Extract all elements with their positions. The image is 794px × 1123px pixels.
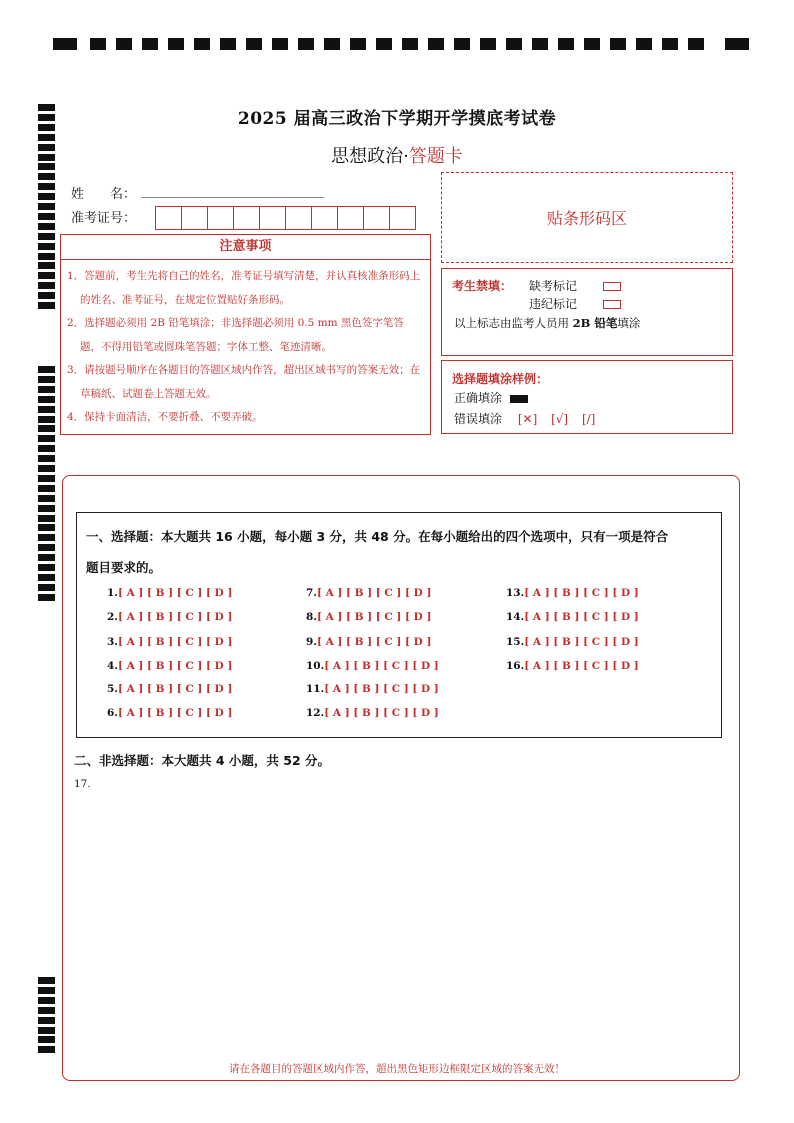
question-choices[interactable]: [ A ] [ B ] [ C ] [ D ] [117, 707, 233, 719]
subtitle-card: 答题卡 [408, 146, 463, 167]
side-timing-mark [38, 1036, 55, 1043]
question-choices[interactable]: [ A ] [ B ] [ C ] [ D ] [324, 707, 439, 719]
question-17-label: 17. [74, 778, 91, 790]
side-timing-mark [38, 366, 55, 373]
side-timing-mark [38, 1017, 55, 1024]
question-row[interactable] [306, 636, 431, 648]
question-number: 5. [107, 683, 118, 695]
side-timing-mark [38, 302, 55, 309]
side-timing-mark [38, 173, 55, 180]
section1-title-line1: 一、选择题：本大题共 16 小题，每小题 3 分，共 48 分。在每小题给出的四个选项中，只有一项是符合 [86, 529, 669, 544]
question-choices[interactable]: [ A ] [ B ] [ C ] [ D ] [324, 660, 439, 672]
id-digit-box[interactable] [311, 206, 338, 230]
wrong-fill-label: 错误填涂 [454, 412, 503, 426]
question-row[interactable] [306, 660, 439, 672]
wrong-mark-slash: [/] [581, 412, 596, 426]
side-timing-mark [38, 495, 55, 502]
name-field[interactable] [141, 197, 324, 198]
side-timing-mark [38, 193, 55, 200]
side-timing-mark [38, 425, 55, 432]
side-timing-mark [38, 465, 55, 472]
side-timing-mark [38, 997, 55, 1004]
question-row[interactable] [306, 707, 439, 719]
question-choices[interactable]: [ A ] [ B ] [ C ] [ D ] [524, 660, 639, 672]
side-timing-mark [38, 233, 55, 240]
side-timing-mark [38, 544, 55, 551]
question-17-answer-area[interactable] [74, 795, 728, 1050]
id-digit-box[interactable] [285, 206, 312, 230]
question-choices[interactable]: [ A ] [ B ] [ C ] [ D ] [117, 683, 233, 695]
side-timing-mark [38, 445, 55, 452]
absent-mark-label: 缺考标记 [529, 279, 578, 293]
barcode-area [441, 172, 733, 263]
id-digit-box[interactable] [363, 206, 390, 230]
exam-status-box [441, 268, 733, 356]
question-row[interactable] [107, 707, 232, 719]
subtitle-subject: 思想政治· [331, 146, 409, 167]
question-number: 1. [107, 587, 118, 599]
wrong-fill-row [454, 410, 595, 427]
question-number: 7. [306, 587, 317, 599]
side-timing-mark [38, 213, 55, 220]
notice-item: 1．答题前，考生先将自己的姓名，准考证号填写清楚，并认真核准条形码上的姓名、准考证号，在规定位置贴好条形码。 [67, 270, 421, 306]
question-number: 13. [506, 587, 525, 599]
side-timing-mark [38, 1046, 55, 1053]
wrong-mark-check: [√] [551, 412, 569, 426]
side-timing-mark [38, 272, 55, 279]
side-timing-mark [38, 262, 55, 269]
question-number: 8. [306, 611, 317, 623]
fill-sample-title: 选择题填涂样例： [452, 372, 549, 386]
side-timing-mark [38, 435, 55, 442]
side-timing-mark [38, 594, 55, 601]
side-timing-mark [38, 485, 55, 492]
question-number: 6. [107, 707, 118, 719]
question-row[interactable] [506, 636, 639, 648]
side-timing-mark [38, 455, 55, 462]
question-choices[interactable]: [ A ] [ B ] [ C ] [ D ] [316, 636, 432, 648]
footer-warning: 请在各题目的答题区域内作答，超出黑色矩形边框限定区域的答案无效！ [229, 1063, 565, 1075]
question-number: 12. [306, 707, 325, 719]
side-timing-mark [38, 134, 55, 141]
exam-status-label: 考生禁填： [452, 279, 513, 293]
side-timing-mark [38, 1027, 55, 1034]
side-timing-mark [38, 574, 55, 581]
side-timing-mark [38, 524, 55, 531]
question-choices[interactable]: [ A ] [ B ] [ C ] [ D ] [524, 636, 639, 648]
notice-item: 4．保持卡面清洁，不要折叠、不要弄破。 [67, 411, 263, 423]
question-number: 16. [506, 660, 525, 672]
side-timing-mark [38, 505, 55, 512]
barcode-label: 贴条形码区 [546, 209, 627, 228]
id-digit-box[interactable] [389, 206, 416, 230]
question-row[interactable] [306, 683, 439, 695]
top-timing-marks [53, 38, 749, 52]
question-number: 14. [506, 611, 525, 623]
question-number: 11. [306, 683, 325, 695]
question-choices[interactable]: [ A ] [ B ] [ C ] [ D ] [316, 587, 432, 599]
id-digit-box[interactable] [155, 206, 182, 230]
side-timing-mark [38, 406, 55, 413]
page-subtitle [0, 142, 794, 168]
question-number: 4. [107, 660, 118, 672]
question-row[interactable] [107, 660, 232, 672]
page-title: 2025 届高三政治下学期开学摸底考试卷 [237, 109, 557, 129]
question-choices[interactable]: [ A ] [ B ] [ C ] [ D ] [117, 587, 233, 599]
question-row[interactable] [506, 611, 639, 623]
filled-sample-mark [510, 395, 528, 403]
correct-fill-label: 正确填涂 [454, 391, 503, 405]
id-digit-box[interactable] [207, 206, 234, 230]
section2-title: 二、非选择题：本大题共 4 小题，共 52 分。 [74, 753, 331, 768]
side-timing-mark [38, 243, 55, 250]
notice-title: 注意事项 [61, 235, 430, 260]
side-timing-mark [38, 564, 55, 571]
violation-mark-row [529, 295, 621, 312]
question-number: 3. [107, 636, 118, 648]
side-timing-mark [38, 987, 55, 994]
fill-sample-box [441, 360, 733, 434]
multiple-choice-box [76, 512, 722, 738]
id-digit-box[interactable] [337, 206, 364, 230]
question-row[interactable] [107, 636, 232, 648]
side-timing-mark [38, 203, 55, 210]
violation-mark-box[interactable] [603, 300, 621, 309]
question-number: 2. [107, 611, 118, 623]
question-number: 10. [306, 660, 325, 672]
id-digit-boxes[interactable] [155, 206, 415, 230]
question-choices[interactable]: [ A ] [ B ] [ C ] [ D ] [316, 611, 432, 623]
question-choices[interactable]: [ A ] [ B ] [ C ] [ D ] [117, 611, 233, 623]
note-suffix: 填涂 [617, 316, 641, 330]
side-timing-mark [38, 223, 55, 230]
question-choices[interactable]: [ A ] [ B ] [ C ] [ D ] [524, 587, 639, 599]
side-timing-mark [38, 253, 55, 260]
id-digit-box[interactable] [181, 206, 208, 230]
id-digit-box[interactable] [259, 206, 286, 230]
violation-mark-label: 违纪标记 [529, 297, 578, 311]
notice-box [60, 234, 431, 435]
question-choices[interactable]: [ A ] [ B ] [ C ] [ D ] [524, 611, 639, 623]
note-bold: 2B 铅笔 [572, 316, 618, 330]
side-timing-mark [38, 396, 55, 403]
side-timing-mark [38, 376, 55, 383]
id-label: 准考证号： [71, 211, 137, 226]
absent-mark-box[interactable] [603, 282, 621, 291]
question-row[interactable] [107, 587, 232, 599]
notice-item: 3．请按题号顺序在各题目的答题区域内作答，超出区域书写的答案无效；在草稿纸、试题卷上答题无效。 [67, 364, 421, 400]
side-timing-mark [38, 534, 55, 541]
notice-item: 2．选择题必须用 2B 铅笔填涂；非选择题必须用 0.5 mm 黑色签字笔答题，不得用铅笔或圆珠笔答题；字体工整、笔迹清晰。 [67, 317, 404, 353]
correct-fill-row [454, 389, 528, 406]
question-row[interactable] [306, 611, 431, 623]
side-timing-mark [38, 416, 55, 423]
side-timing-mark [38, 292, 55, 299]
question-choices[interactable]: [ A ] [ B ] [ C ] [ D ] [324, 683, 439, 695]
side-timing-mark [38, 282, 55, 289]
question-number: 15. [506, 636, 525, 648]
section1-title-line2: 题目要求的。 [86, 560, 162, 575]
question-row[interactable] [107, 683, 232, 695]
side-timing-mark [38, 183, 55, 190]
exam-status-note [454, 315, 640, 331]
side-timing-mark [38, 386, 55, 393]
question-row[interactable] [306, 587, 431, 599]
question-row[interactable] [506, 660, 639, 672]
question-choices[interactable]: [ A ] [ B ] [ C ] [ D ] [117, 636, 233, 648]
side-timing-mark [38, 977, 55, 984]
side-timing-mark [38, 554, 55, 561]
question-row[interactable] [506, 587, 639, 599]
question-choices[interactable]: [ A ] [ B ] [ C ] [ D ] [117, 660, 233, 672]
question-row[interactable] [107, 611, 232, 623]
side-timing-mark [38, 475, 55, 482]
absent-mark-row [529, 277, 621, 294]
name-label: 姓 名： [71, 187, 137, 202]
note-prefix: 以上标志由监考人员用 [454, 316, 573, 330]
id-digit-box[interactable] [233, 206, 260, 230]
side-timing-mark [38, 1007, 55, 1014]
question-number: 9. [306, 636, 317, 648]
side-timing-mark [38, 515, 55, 522]
side-timing-mark [38, 584, 55, 591]
wrong-mark-x: [✕] [517, 412, 538, 426]
